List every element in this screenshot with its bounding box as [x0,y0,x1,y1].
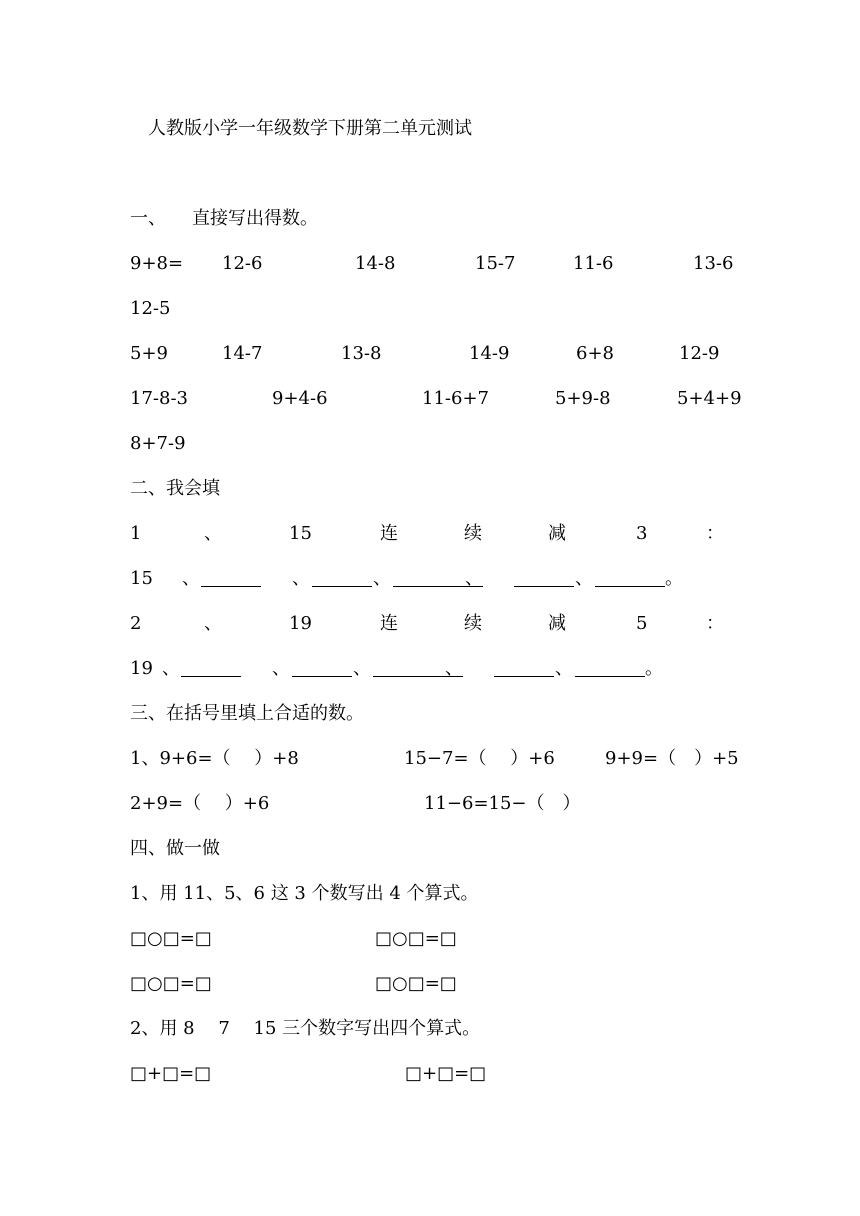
q1-label: 15 [289,523,312,544]
q1-label: 减 [548,523,566,544]
section-3-heading: 三、在括号里填上合适的数。 [130,703,364,724]
equation-template: □+□=□ [130,1063,212,1084]
arith-item: 11-6+7 [422,388,489,409]
arith-item: 14-7 [222,343,263,364]
fill-item: 1、9+6=（ ）+8 [130,748,299,769]
arith-item: 8+7-9 [130,433,186,454]
q2-label: 19 [289,613,312,634]
q1-label: ： [706,523,724,544]
section-1-number: 一、 [130,208,166,229]
arith-item: 12-6 [222,253,263,274]
q2-label: 2 [130,613,142,634]
fill-item: 15−7=（ ）+6 [404,748,555,769]
section-2-heading: 二、我会填 [130,478,220,499]
separator: 、 [292,568,310,589]
q2-label: 5 [636,613,648,634]
q1-label: 3 [636,523,648,544]
q2-label: 连 [380,613,398,634]
equation-template: □○□=□ [130,928,212,949]
section-4-heading: 四、做一做 [130,838,220,859]
arith-item: 9+4-6 [272,388,328,409]
q1-label: 1 [130,523,142,544]
arith-item: 12-9 [679,343,720,364]
q2-start: 19 [130,658,153,679]
answer-blank[interactable] [201,572,261,587]
fill-item: 9+9=（ ）+5 [605,748,739,769]
period: 。 [665,568,683,589]
separator: 、 [373,568,391,589]
arith-item: 17-8-3 [130,388,188,409]
answer-blank[interactable] [181,662,241,677]
equation-template: □○□=□ [375,973,457,994]
separator: 、 [445,658,463,679]
arith-item: 5+9-8 [555,388,611,409]
arith-item: 14-8 [355,253,396,274]
arith-item: 13-8 [341,343,382,364]
equation-template: □○□=□ [375,928,457,949]
q2-label: ： [706,613,724,634]
equation-template: □+□=□ [405,1063,487,1084]
arith-item: 15-7 [475,253,516,274]
q1-start: 15 [130,568,153,589]
page-title: 人教版小学一年级数学下册第二单元测试 [148,118,472,139]
q1-label: 续 [464,523,482,544]
separator: 、 [465,568,483,589]
fill-item: 2+9=（ ）+6 [130,793,270,814]
arith-item: 5+9 [130,343,168,364]
separator: 、 [555,658,573,679]
q2-label: 续 [464,613,482,634]
section-1-heading: 直接写出得数。 [192,208,318,229]
answer-blank[interactable] [312,572,372,587]
answer-blank[interactable] [292,662,352,677]
answer-blank[interactable] [595,572,665,587]
q2-label: 、 [204,613,222,634]
arith-item: 14-9 [469,343,510,364]
arith-item: 13-6 [693,253,734,274]
answer-blank[interactable] [494,662,554,677]
separator: 、 [272,658,290,679]
period: 。 [645,658,663,679]
arith-item: 9+8= [130,253,184,274]
answer-blank[interactable] [514,572,574,587]
arith-item: 11-6 [573,253,614,274]
q2-label: 减 [548,613,566,634]
arith-item: 5+4+9 [677,388,742,409]
task-2-prompt: 2、用 8 7 15 三个数字写出四个算式。 [130,1018,481,1039]
fill-item: 11−6=15−（ ） [424,793,581,814]
answer-blank[interactable] [575,662,645,677]
arith-item: 12-5 [130,298,171,319]
q1-label: 连 [380,523,398,544]
arith-item: 6+8 [576,343,614,364]
separator: 、 [162,658,180,679]
separator: 、 [353,658,371,679]
task-1-prompt: 1、用 11、5、6 这 3 个数写出 4 个算式。 [130,883,479,904]
separator: 、 [575,568,593,589]
q1-label: 、 [204,523,222,544]
equation-template: □○□=□ [130,973,212,994]
separator: 、 [182,568,200,589]
